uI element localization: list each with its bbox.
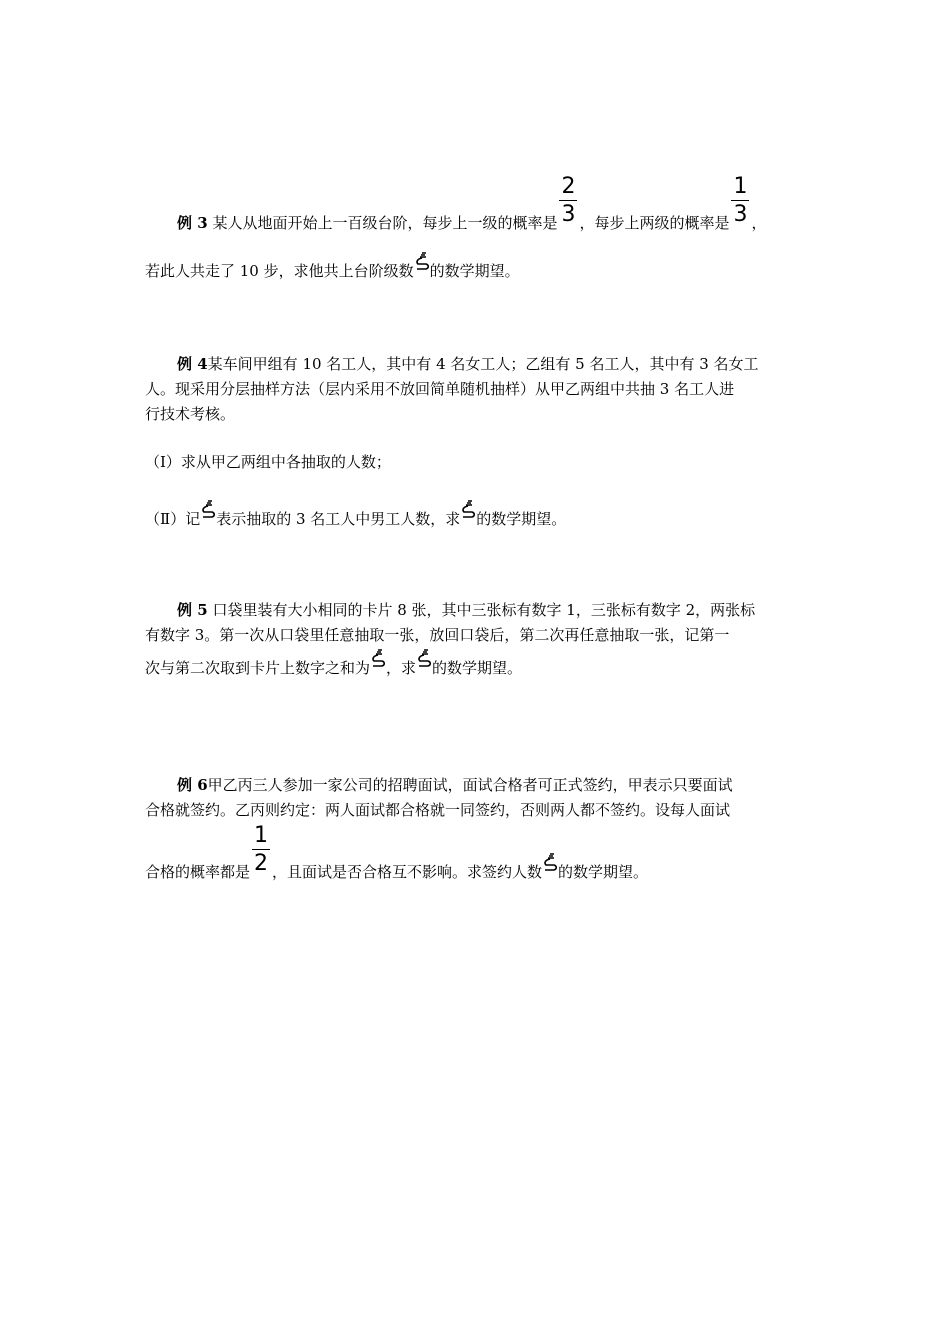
ex5-text-3c: 的数学期望。 bbox=[432, 659, 523, 677]
ex3-line-1 bbox=[145, 174, 847, 232]
ex5-line-2 bbox=[145, 623, 815, 647]
ex4-text-3: 行技术考核。 bbox=[145, 405, 236, 423]
fraction-numerator: 2 bbox=[561, 174, 576, 199]
fraction-denominator: 2 bbox=[254, 851, 269, 876]
ex3-line-2 bbox=[145, 258, 815, 282]
fraction-one-half bbox=[250, 823, 272, 877]
ex6-line-3 bbox=[145, 823, 815, 881]
ex5-text-3b: ，求 bbox=[386, 659, 417, 677]
xi-symbol-icon bbox=[460, 506, 476, 528]
xi-symbol-icon bbox=[542, 859, 558, 881]
fraction-bar bbox=[731, 200, 749, 201]
xi-symbol-icon bbox=[416, 655, 432, 677]
ex6-text-1: 甲乙丙三人参加一家公司的招聘面试，面试合格者可正式签约，甲表示只要面试 bbox=[207, 776, 733, 794]
ex4-line-2 bbox=[145, 377, 815, 401]
ex4-part-2 bbox=[145, 506, 815, 530]
fraction-numerator: 1 bbox=[733, 174, 748, 199]
fraction-one-third bbox=[729, 174, 751, 228]
ex4-part-2c: 的数学期望。 bbox=[476, 510, 567, 528]
ex5-label: 例 5 bbox=[177, 601, 208, 619]
fraction-two-thirds bbox=[557, 174, 579, 228]
ex5-text-1: 口袋里装有大小相同的卡片 8 张，其中三张标有数字 1，三张标有数字 2，两张标 bbox=[207, 601, 756, 619]
fraction-bar bbox=[559, 200, 577, 201]
ex4-part-2b: 表示抽取的 3 名工人中男工人数，求 bbox=[216, 510, 461, 528]
ex4-text-1: 某车间甲组有 10 名工人，其中有 4 名女工人；乙组有 5 名工人，其中有 3 名女工 bbox=[207, 355, 759, 373]
ex4-part-2a: （Ⅱ）记 bbox=[145, 510, 201, 528]
fraction-denominator: 3 bbox=[561, 202, 576, 227]
ex5-line-3 bbox=[145, 655, 815, 679]
ex4-line-1 bbox=[145, 352, 847, 376]
ex3-text-2b: 的数学期望。 bbox=[429, 262, 520, 280]
xi-symbol-icon bbox=[200, 506, 216, 528]
ex4-part-1-text: （Ⅰ）求从甲乙两组中各抽取的人数； bbox=[145, 453, 391, 471]
ex4-line-3 bbox=[145, 402, 815, 426]
ex3-text-1a: 某人从地面开始上一百级台阶，每步上一级的概率是 bbox=[207, 214, 558, 232]
ex6-text-3c: 的数学期望。 bbox=[558, 863, 649, 881]
xi-symbol-icon bbox=[370, 655, 386, 677]
fraction-bar bbox=[252, 849, 270, 850]
ex5-text-2: 有数字 3。第一次从口袋里任意抽取一张，放回口袋后，第二次再任意抽取一张，记第一 bbox=[145, 626, 730, 644]
ex3-text-1b: ，每步上两级的概率是 bbox=[579, 214, 730, 232]
ex3-text-2a: 若此人共走了 10 步，求他共上台阶级数 bbox=[145, 262, 414, 280]
ex6-line-1 bbox=[145, 773, 847, 797]
ex4-text-2: 人。现采用分层抽样方法（层内采用不放回简单随机抽样）从甲乙两组中共抽 3 名工人进 bbox=[145, 380, 735, 398]
ex6-label: 例 6 bbox=[177, 776, 208, 794]
ex4-label: 例 4 bbox=[177, 355, 208, 373]
fraction-denominator: 3 bbox=[733, 202, 748, 227]
xi-symbol-icon bbox=[414, 258, 430, 280]
ex6-text-3a: 合格的概率都是 bbox=[145, 863, 251, 881]
ex5-line-1 bbox=[145, 598, 847, 622]
ex5-text-3a: 次与第二次取到卡片上数字之和为 bbox=[145, 659, 371, 677]
ex6-line-2 bbox=[145, 798, 815, 822]
ex3-text-1c: ， bbox=[751, 214, 767, 232]
fraction-numerator: 1 bbox=[254, 823, 269, 848]
ex6-text-2: 合格就签约。乙丙则约定：两人面试都合格就一同签约，否则两人都不签约。设每人面试 bbox=[145, 801, 731, 819]
ex6-text-3b: ，且面试是否合格互不影响。求签约人数 bbox=[272, 863, 543, 881]
ex4-part-1 bbox=[145, 450, 815, 474]
ex3-label: 例 3 bbox=[177, 214, 208, 232]
